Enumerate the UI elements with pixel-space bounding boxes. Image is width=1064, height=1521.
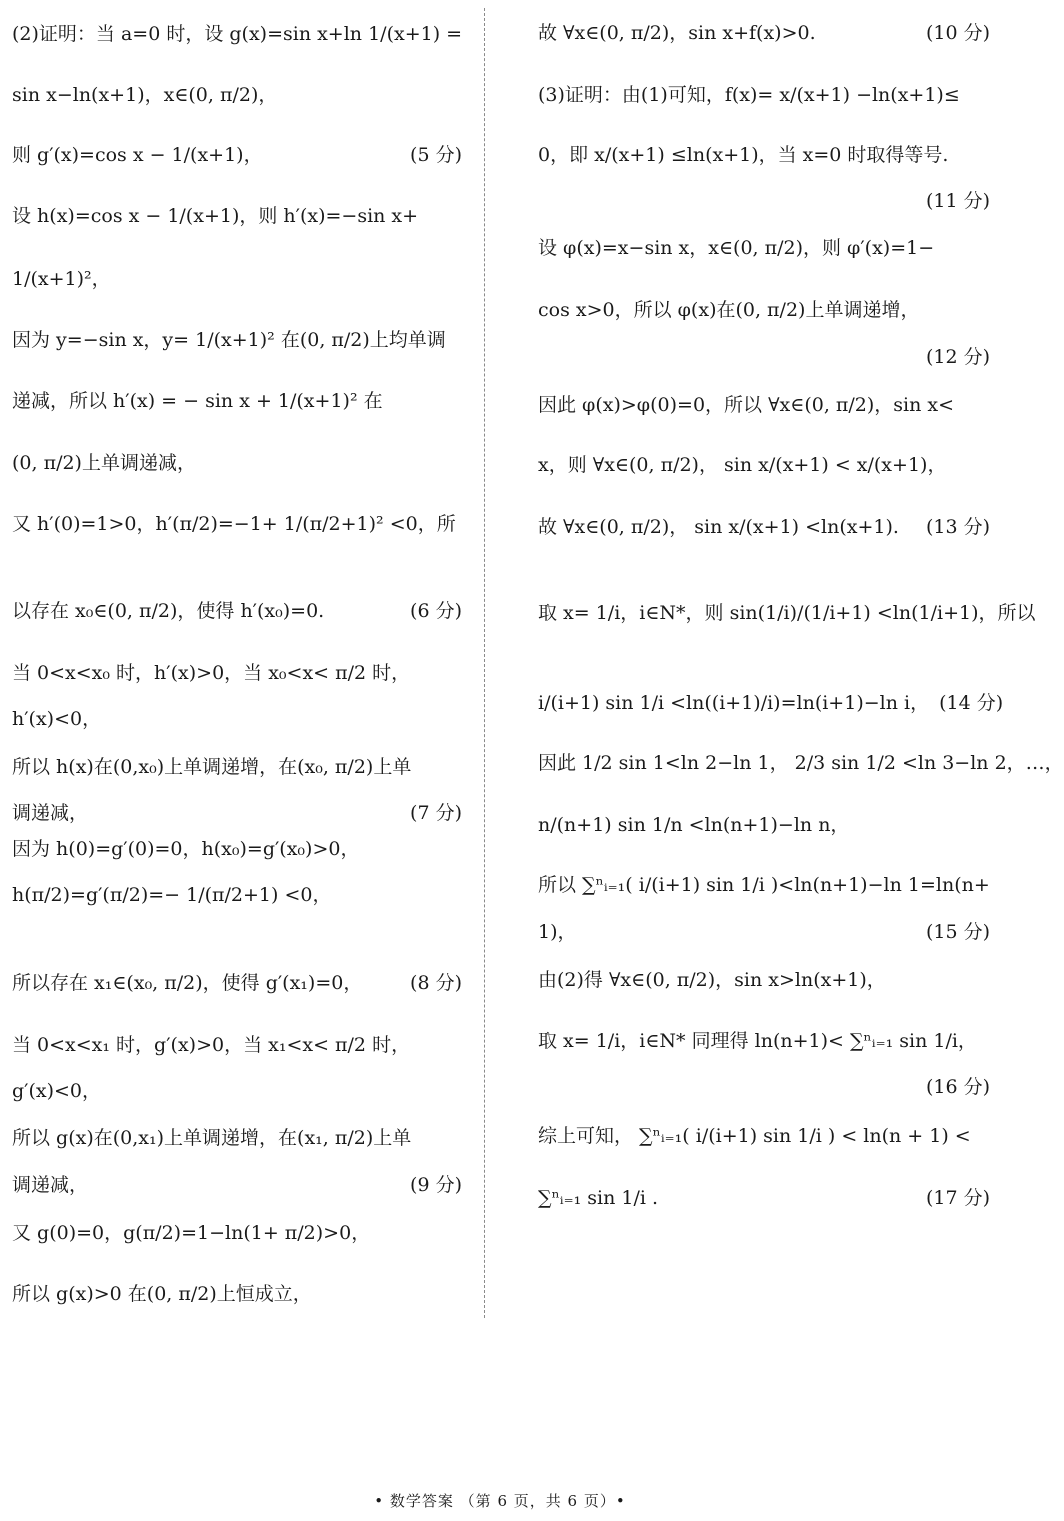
solution-line	[12, 389, 462, 413]
solution-line	[538, 920, 990, 944]
solution-line	[538, 691, 1004, 715]
solution-line	[538, 143, 990, 167]
solution-line	[538, 345, 990, 369]
column-divider	[484, 8, 485, 1318]
line-text: 故 ∀x∈(0, π/2)，sin x+f(x)>0.	[538, 22, 816, 44]
line-text: n/(n+1) sin 1/n <ln(n+1)−ln n，	[538, 814, 850, 836]
line-text: 故 ∀x∈(0, π/2)， sin x/(x+1) <ln(x+1).	[538, 516, 899, 538]
line-text: 设 h(x)=cos x − 1/(x+1)，则 h′(x)=−sin x+	[12, 205, 419, 227]
line-text: 因此 1/2 sin 1<ln 2−ln 1， 2/3 sin 1/2 <ln 3−ln 2，…，	[538, 752, 1064, 774]
solution-line	[538, 1029, 990, 1053]
line-text: 所以 g(x)在(0,x₁)上单调递增，在(x₁, π/2)上单	[12, 1127, 412, 1149]
solution-line	[538, 453, 990, 477]
solution-line	[12, 1282, 462, 1306]
solution-line	[12, 267, 462, 291]
score-label: (6 分)	[410, 600, 462, 622]
solution-line	[12, 1079, 462, 1103]
solution-line	[12, 328, 462, 352]
line-text: 调递减，	[12, 802, 89, 824]
score-label: (17 分)	[925, 1187, 990, 1209]
solution-line	[12, 451, 462, 475]
line-text: ∑ⁿᵢ₌₁ sin 1/i .	[538, 1187, 659, 1209]
solution-line	[12, 1173, 462, 1197]
solution-line	[538, 236, 990, 260]
line-text: 所以 ∑ⁿᵢ₌₁( i/(i+1) sin 1/i )<ln(n+1)−ln 1=ln(n+	[538, 874, 990, 896]
solution-line	[538, 1075, 990, 1099]
score-label: (12 分)	[925, 346, 990, 368]
line-text: cos x>0，所以 φ(x)在(0, π/2)上单调递增，	[538, 299, 920, 321]
solution-line	[12, 512, 462, 536]
solution-line	[538, 515, 990, 539]
solution-line	[12, 707, 462, 731]
score-label: (15 分)	[925, 921, 990, 943]
line-text: 因为 h(0)=g′(0)=0，h(x₀)=g′(x₀)>0，	[12, 838, 360, 860]
line-text: sin x−ln(x+1)，x∈(0, π/2)，	[12, 84, 278, 106]
line-text: 取 x= 1/i，i∈N* 同理得 ln(n+1)< ∑ⁿᵢ₌₁ sin 1/i，	[538, 1030, 977, 1052]
score-label: (7 分)	[410, 802, 462, 824]
solution-line	[12, 22, 462, 46]
line-text: 因此 φ(x)>φ(0)=0，所以 ∀x∈(0, π/2)，sin x<	[538, 394, 955, 416]
line-text: 取 x= 1/i，i∈N*，则 sin(1/i)/(1/i+1) <ln(1/i+1)，所以	[538, 602, 1036, 624]
score-label: (13 分)	[925, 516, 990, 538]
line-text: 综上可知， ∑ⁿᵢ₌₁( i/(i+1) sin 1/i ) < ln(n + 1) <	[538, 1125, 971, 1147]
page-footer: • 数学答案 （第 6 页，共 6 页）•	[374, 1492, 626, 1510]
solution-line	[12, 801, 462, 825]
line-text: (0, π/2)上单调递减，	[12, 452, 196, 474]
solution-line	[538, 873, 990, 897]
solution-line	[12, 755, 462, 779]
solution-line	[12, 661, 462, 685]
line-text: (2)证明：当 a=0 时，设 g(x)=sin x+ln 1/(x+1) =	[12, 23, 463, 45]
solution-line	[538, 189, 990, 213]
solution-line	[538, 1124, 990, 1148]
line-text: 递减，所以 h′(x) = − sin x + 1/(x+1)² 在	[12, 390, 383, 412]
line-text: 以存在 x₀∈(0, π/2)，使得 h′(x₀)=0.	[12, 600, 325, 622]
line-text: (3)证明：由(1)可知，f(x)= x/(x+1) −ln(x+1)≤	[538, 84, 960, 106]
line-text: h(π/2)=g′(π/2)=− 1/(π/2+1) <0，	[12, 884, 332, 906]
solution-line	[12, 1126, 462, 1150]
line-text: 由(2)得 ∀x∈(0, π/2)，sin x>ln(x+1)，	[538, 969, 886, 991]
score-label: (5 分)	[410, 144, 462, 166]
solution-line	[538, 21, 990, 45]
solution-line	[12, 599, 462, 623]
solution-line	[538, 83, 990, 107]
line-text: g′(x)<0，	[12, 1080, 102, 1102]
score-label: (10 分)	[925, 22, 990, 44]
line-text: 所以 h(x)在(0,x₀)上单调递增，在(x₀, π/2)上单	[12, 756, 412, 778]
line-text: 调递减，	[12, 1174, 89, 1196]
solution-line	[12, 143, 462, 167]
solution-line	[538, 1186, 990, 1210]
line-text: h′(x)<0，	[12, 708, 102, 730]
solution-line	[12, 83, 462, 107]
line-text: 则 g′(x)=cos x − 1/(x+1)，	[12, 144, 263, 166]
score-label: (14 分)	[939, 692, 1004, 714]
score-label: (11 分)	[925, 190, 990, 212]
solution-line	[12, 971, 462, 995]
line-text: 当 0<x<x₁ 时，g′(x)>0，当 x₁<x< π/2 时，	[12, 1034, 411, 1056]
solution-line	[538, 298, 990, 322]
line-text: 设 φ(x)=x−sin x，x∈(0, π/2)，则 φ′(x)=1−	[538, 237, 935, 259]
score-label: (9 分)	[410, 1174, 462, 1196]
score-label: (8 分)	[410, 972, 462, 994]
line-text: 当 0<x<x₀ 时，h′(x)>0，当 x₀<x< π/2 时，	[12, 662, 411, 684]
line-text: 1)，	[538, 921, 577, 943]
solution-line	[538, 751, 1064, 775]
line-text: 0，即 x/(x+1) ≤ln(x+1)，当 x=0 时取得等号.	[538, 144, 949, 166]
solution-line	[538, 813, 990, 837]
line-text: 因为 y=−sin x，y= 1/(x+1)² 在(0, π/2)上均单调	[12, 329, 446, 351]
line-text: 所以存在 x₁∈(x₀, π/2)，使得 g′(x₁)=0，	[12, 972, 363, 994]
line-text: 所以 g(x)>0 在(0, π/2)上恒成立，	[12, 1283, 312, 1305]
line-text: x，则 ∀x∈(0, π/2)， sin x/(x+1) < x/(x+1)，	[538, 454, 947, 476]
solution-line	[12, 1221, 462, 1245]
line-text: 1/(x+1)²，	[12, 268, 111, 290]
line-text: 又 h′(0)=1>0，h′(π/2)=−1+ 1/(π/2+1)² <0，所	[12, 513, 456, 535]
solution-line	[12, 883, 462, 907]
solution-line	[12, 837, 462, 861]
solution-line	[12, 1033, 462, 1057]
solution-line	[538, 393, 990, 417]
line-text: 又 g(0)=0，g(π/2)=1−ln(1+ π/2)>0，	[12, 1222, 371, 1244]
line-text: i/(i+1) sin 1/i <ln((i+1)/i)=ln(i+1)−ln i，	[538, 692, 930, 714]
solution-line	[538, 968, 990, 992]
score-label: (16 分)	[925, 1076, 990, 1098]
solution-line	[12, 204, 462, 228]
solution-line	[538, 601, 1036, 625]
